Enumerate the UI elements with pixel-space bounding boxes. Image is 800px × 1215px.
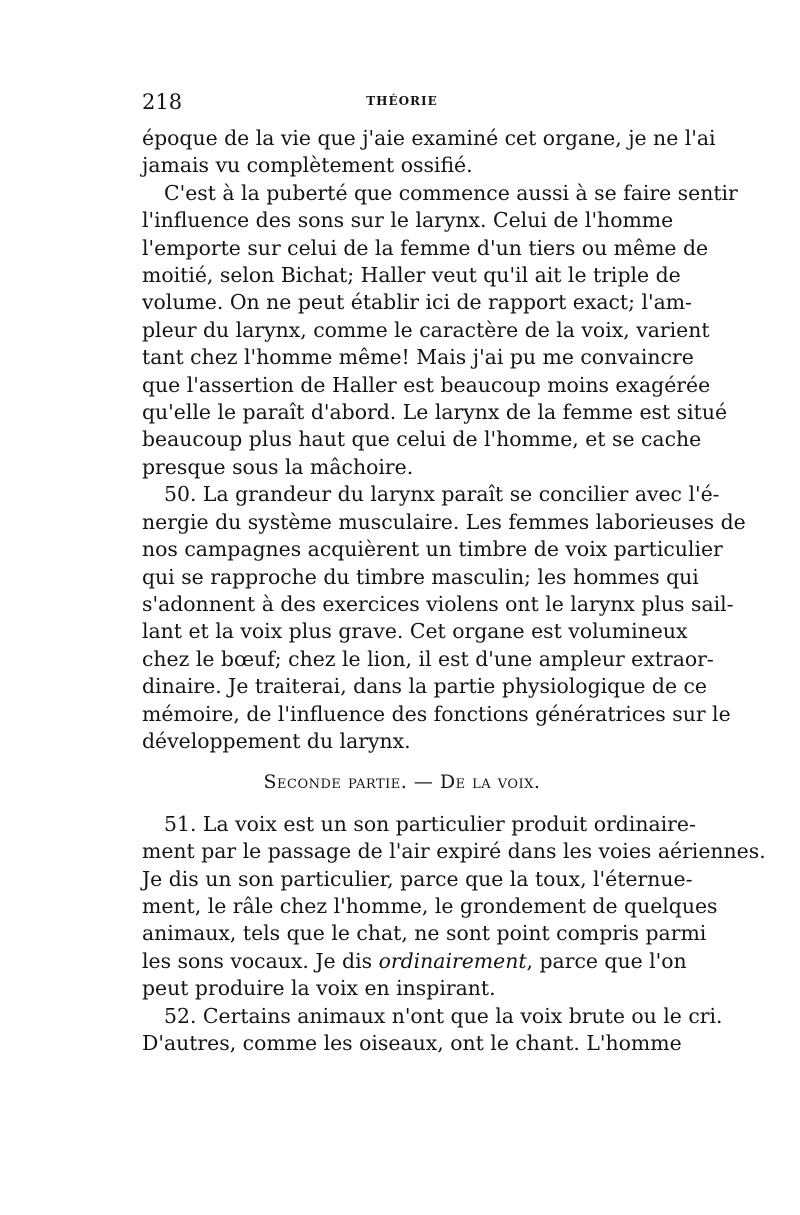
paragraph-continued: [142, 125, 716, 180]
text-line: que l'assertion de Haller est beaucoup moins exagérée: [142, 372, 711, 397]
page-number: 218: [142, 90, 183, 114]
text-line: beaucoup plus haut que celui de l'homme, et se cache: [142, 427, 702, 452]
page-header: [142, 88, 662, 118]
text-line: époque de la vie que j'aie examiné cet organe, je ne l'ai: [142, 126, 716, 150]
text-line: D'autres, comme les oiseaux, ont le chant. L'homme: [142, 1031, 682, 1055]
text-line: Je dis un son particulier, parce que la toux, l'éternue-: [142, 866, 693, 891]
text-line: s'adonnent à des exercices violens ont le larynx plus sail-: [142, 591, 734, 616]
text-line: ment, le râle chez l'homme, le grondement de quelques: [142, 893, 718, 918]
text-line: l'influence des sons sur le larynx. Celui de l'homme: [142, 208, 674, 233]
text-line: les sons vocaux. Je dis ordinairement, parce que l'on: [142, 948, 687, 973]
text-line: peut produire la voix en inspirant.: [142, 976, 496, 1001]
text-line: qui se rapproche du timbre masculin; les hommes qui: [142, 564, 699, 589]
text-line: 51. La voix est un son particulier produit ordinaire-: [164, 811, 696, 836]
text-line: moitié, selon Bichat; Haller veut qu'il ait le triple de: [142, 263, 681, 288]
text-line: développement du larynx.: [142, 728, 411, 753]
text-line: nergie du système musculaire. Les femmes laborieuses de: [142, 509, 746, 534]
text-line: nos campagnes acquièrent un timbre de voix particulier: [142, 537, 723, 562]
text-line: ment par le passage de l'air expiré dans les voies aériennes.: [142, 839, 766, 864]
text-line: lant et la voix plus grave. Cet organe est volumineux: [142, 619, 688, 644]
text-line: tant chez l'homme même! Mais j'ai pu me convaincre: [142, 345, 694, 370]
paragraph-puberty: [142, 180, 738, 481]
text-line: volume. On ne peut établir ici de rapport exact; l'am-: [142, 290, 692, 315]
text-line: jamais vu complètement ossifié.: [142, 153, 473, 178]
paragraph-51: [142, 811, 766, 1003]
text-line: animaux, tels que le chat, ne sont point compris parmi: [142, 921, 707, 946]
running-title: THÉORIE: [366, 94, 438, 108]
section-dash: —: [413, 771, 434, 794]
text-line: presque sous la mâchoire.: [142, 454, 414, 479]
text-line: mémoire, de l'influence des fonctions génératrices sur le: [142, 701, 731, 726]
text-line: l'emporte sur celui de la femme d'un tiers ou même de: [142, 235, 709, 260]
text-line: C'est à la puberté que commence aussi à se faire sentir: [164, 180, 738, 205]
text-line: dinaire. Je traiterai, dans la partie physiologique de ce: [142, 674, 707, 699]
paragraph-50: [142, 481, 746, 755]
paragraph-number: 51.: [164, 811, 197, 836]
body-text: [142, 125, 766, 1057]
section-title: De la voix.: [439, 771, 541, 794]
text-line: chez le bœuf; chez le lion, il est d'une ampleur extraor-: [142, 646, 714, 671]
text-line: qu'elle le paraît d'abord. Le larynx de la femme est situé: [142, 400, 728, 425]
section-heading: [142, 769, 662, 796]
text-line: 50. La grandeur du larynx paraît se concilier avec l'é-: [164, 482, 720, 507]
paragraph-52: [142, 1003, 723, 1058]
text-line: pleur du larynx, comme le caractère de la voix, varient: [142, 317, 710, 342]
text-line: 52. Certains animaux n'ont que la voix brute ou le cri.: [164, 1003, 723, 1028]
emphasis-ordinairement: ordinairement: [378, 948, 527, 973]
section-part-label: Seconde partie.: [263, 771, 408, 794]
